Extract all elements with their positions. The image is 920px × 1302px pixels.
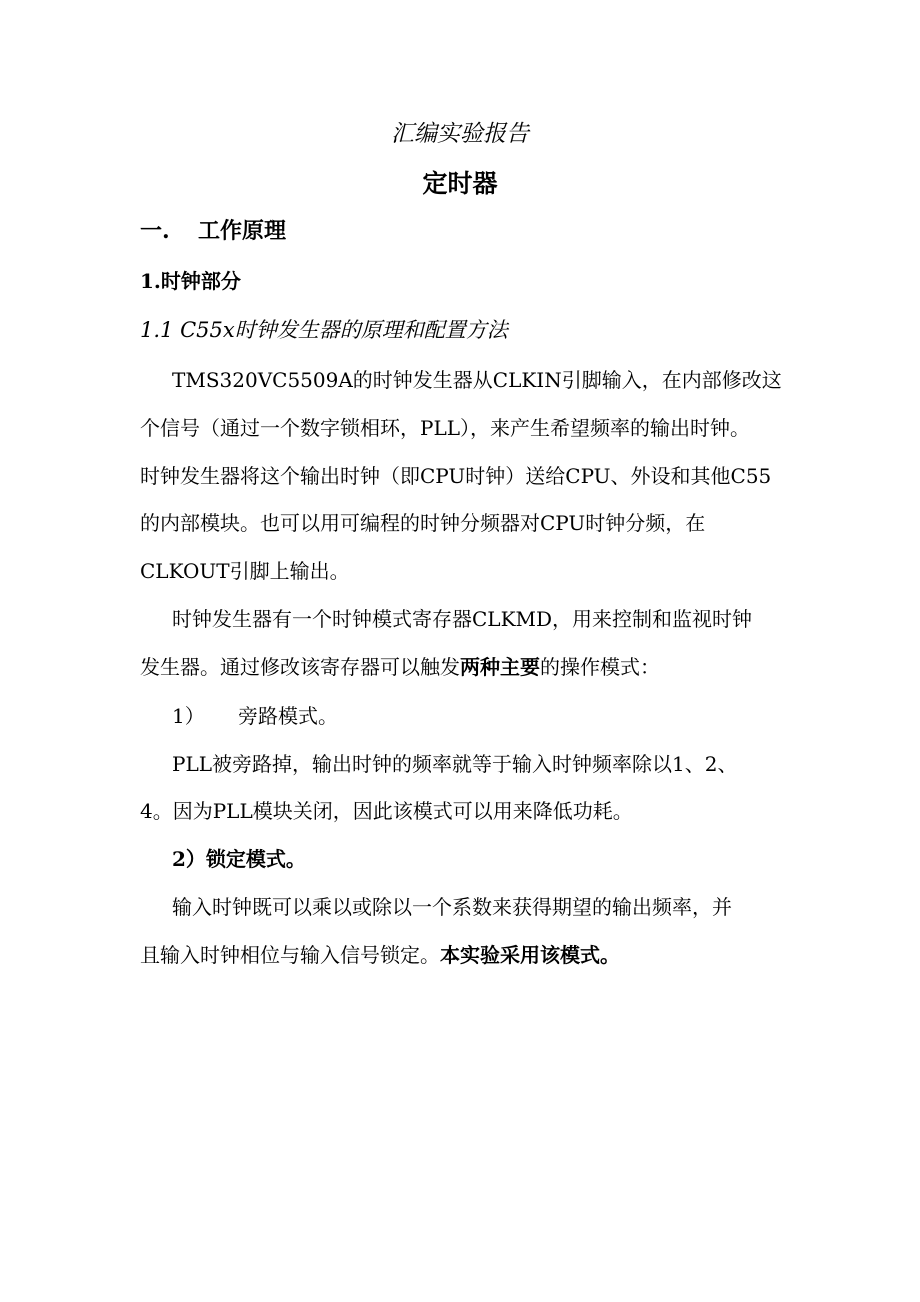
para1-line: TMS320VC5509A的时钟发生器从CLKIN引脚输入，在内部修改这	[172, 368, 782, 392]
section-number: 一.	[140, 218, 170, 244]
mode1-item	[172, 703, 790, 729]
para4-line	[140, 942, 790, 968]
para1-line: 时钟发生器将这个输出时钟（即CPU时钟）送给CPU、外设和其他C55	[140, 464, 772, 488]
para2-bold-text: 两种主要	[460, 655, 540, 679]
para1-line: 的内部模块。也可以用可编程的时钟分频器对CPU时钟分频，在	[140, 511, 706, 535]
section-label: 工作原理	[198, 218, 287, 244]
para2-line: 时钟发生器有一个时钟模式寄存器CLKMD，用来控制和监视时钟	[172, 607, 753, 631]
para2-text: 的操作模式：	[540, 655, 660, 679]
mode1-label: 旁路模式。	[238, 704, 338, 728]
para3-line: PLL被旁路掉，输出时钟的频率就等于输入时钟频率除以1、2、	[172, 752, 738, 776]
para2-line	[140, 654, 790, 680]
subsection-heading: 1.时钟部分	[140, 269, 241, 293]
doc-subtitle: 定时器	[422, 169, 498, 198]
mode1-number: 1）	[172, 704, 205, 728]
para4-bold-text: 本实验采用该模式。	[440, 943, 620, 967]
para3-line: 4。因为PLL模块关闭，因此该模式可以用来降低功耗。	[140, 799, 633, 823]
para4-text: 且输入时钟相位与输入信号锁定。	[140, 943, 440, 967]
section-heading-1	[140, 218, 790, 244]
mode2-item: 2）锁定模式。	[172, 847, 306, 871]
para1-line: CLKOUT引脚上输出。	[140, 559, 350, 583]
para4-line: 输入时钟既可以乘以或除以一个系数来获得期望的输出频率，并	[172, 895, 732, 919]
para1-line: 个信号（通过一个数字锁相环，PLL），来产生希望频率的输出时钟。	[140, 416, 751, 440]
doc-title: 汇编实验报告	[391, 121, 529, 147]
subsubsection-heading: 1.1 C55x时钟发生器的原理和配置方法	[140, 318, 508, 342]
para2-text: 发生器。通过修改该寄存器可以触发	[140, 655, 460, 679]
